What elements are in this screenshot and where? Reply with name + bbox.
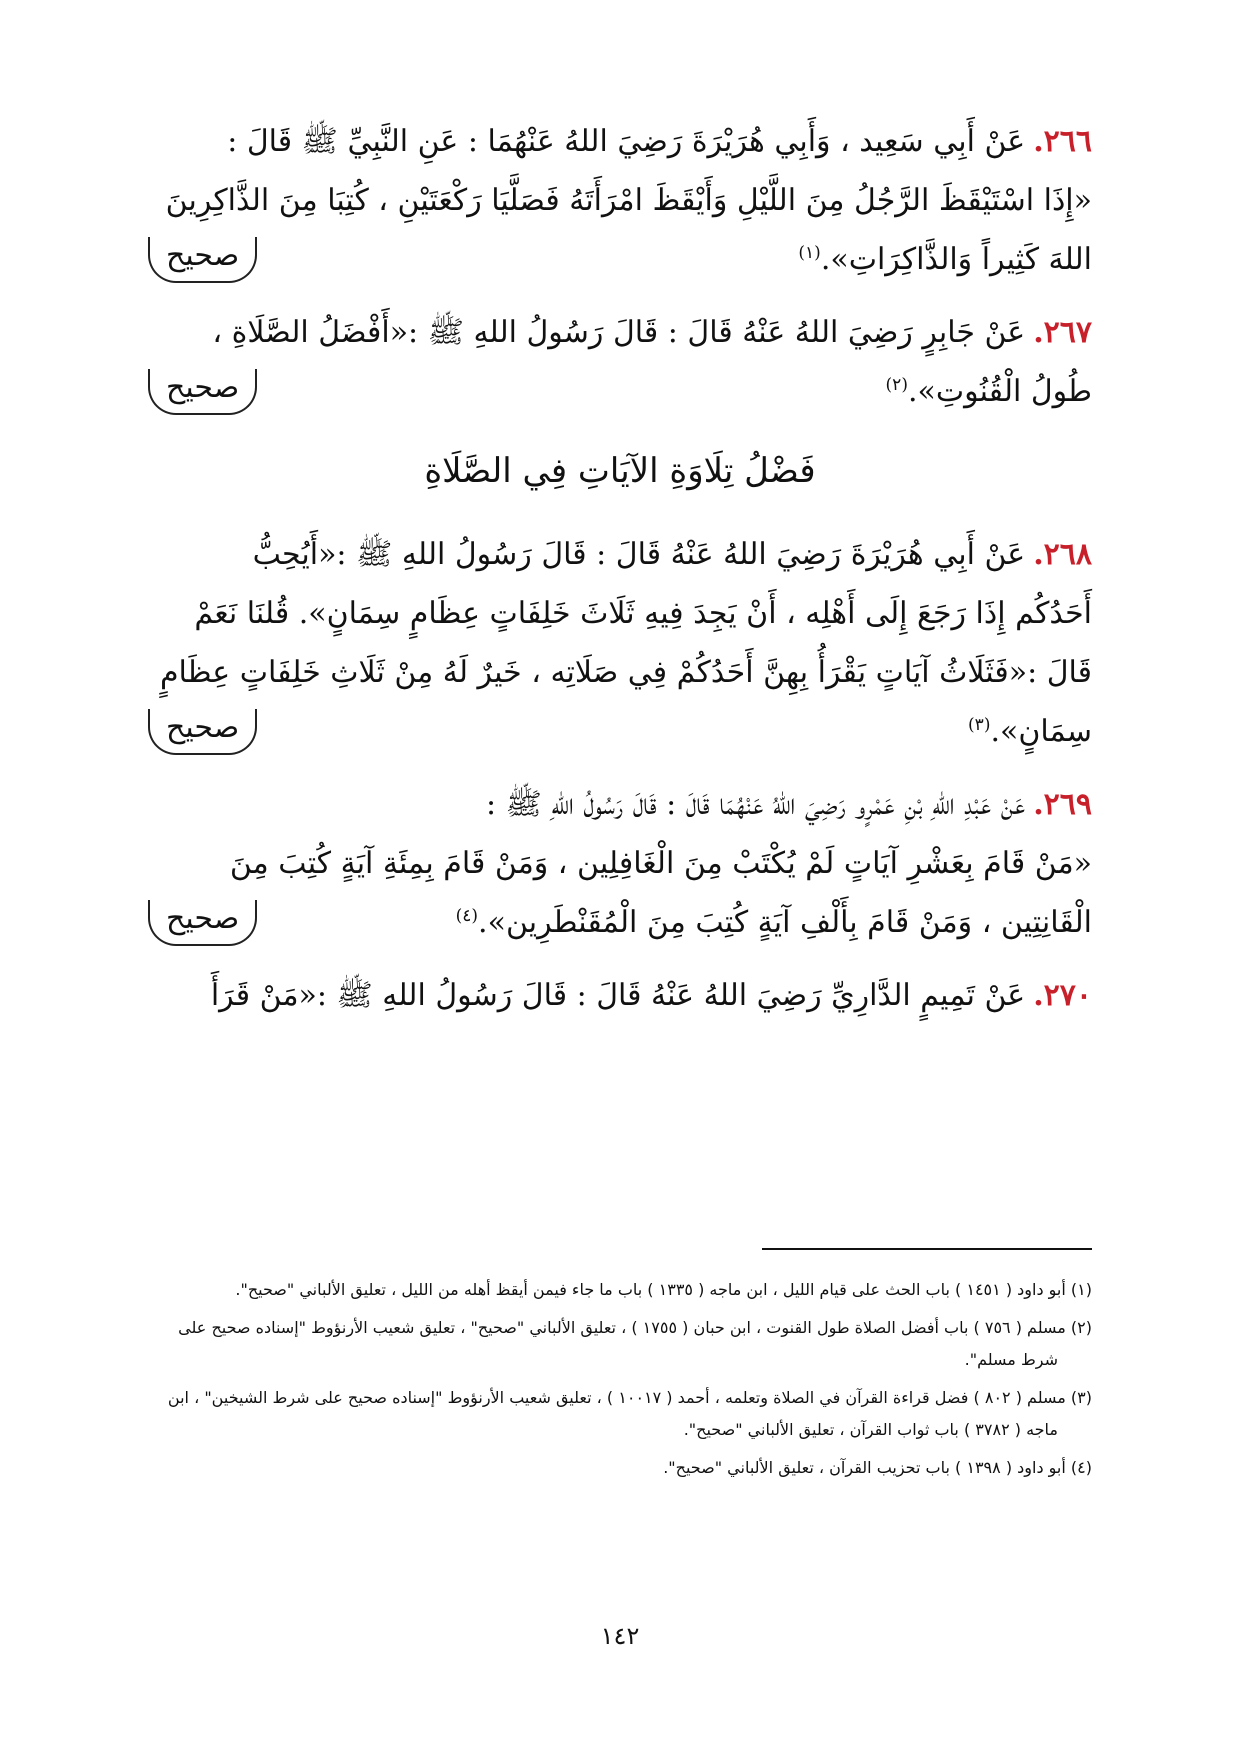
- hadith-text: عَنْ جَابِرٍ رَضِيَ اللهُ عَنْهُ قَالَ : قَالَ رَسُولُ اللهِ ﷺ :«أَفْضَلُ الصَّلَاةِ ،: [212, 315, 1026, 350]
- hadith-268: [148, 525, 1092, 761]
- hadith-number: ٢٦٩.: [1033, 787, 1092, 822]
- footnote-divider: [762, 1248, 1092, 1250]
- grade-badge: صحيح: [148, 900, 257, 946]
- hadith-text: اللهَ كَثِيراً وَالذَّاكِرَاتِ».: [820, 242, 1092, 277]
- footnote-4: (٤) أبو داود ( ١٣٩٨ ) باب تحزيب القرآن ، تعليق الألباني "صحيح".: [663, 1458, 1092, 1477]
- hadith-line: «إِذَا اسْتَيْقَظَ الرَّجُلُ مِنَ اللَّيْلِ وَأَيْقَظَ امْرَأَتَهُ فَصَلَّيَا رَكْعَتَيْنِ ، كُتِبَا مِنَ الذَّاكِرِينَ: [165, 183, 1092, 218]
- hadith-text: عَنْ أَبِي سَعِيد ، وَأَبِي هُرَيْرَةَ رَضِيَ اللهُ عَنْهُمَا : عَنِ النَّبِيِّ ﷺ قَالَ :: [227, 124, 1026, 159]
- hadith-line: أَحَدُكُم إِذَا رَجَعَ إِلَى أَهْلِه ، أَنْ يَجِدَ فِيهِ ثَلَاثَ خَلِفَاتٍ عِظَامٍ سِمَانٍ». قُلنَا نَعَمْ: [194, 596, 1092, 631]
- hadith-text: عَنْ تَمِيمٍ الدَّارِيِّ رَضِيَ اللهُ عَنْهُ قَالَ : قَالَ رَسُولُ اللهِ ﷺ :«مَنْ قَرَأَ: [210, 978, 1026, 1013]
- footnote-ref: (١): [798, 243, 821, 263]
- hadith-text: الْقَانِتِين ، وَمَنْ قَامَ بِأَلْفِ آيَةٍ كُتِبَ مِنَ الْمُقَنْطَرِين».: [478, 905, 1092, 940]
- hadith-number: ٢٦٦.: [1033, 124, 1092, 159]
- footnote-ref: (٣): [968, 715, 991, 735]
- hadith-text: عَنْ عَبْدِ اللهِ بْنِ عَمْرٍو رَضِيَ اللهُ عَنْهُمَا قَالَ : قَالَ رَسُولُ اللهِ ﷺ :: [485, 787, 1026, 822]
- footnote-3: (٣) مسلم ( ٨٠٢ ) فضل قراءة القرآن في الصلاة وتعلمه ، أحمد ( ١٠٠١٧ ) ، تعليق شعيب الأرنؤوط "إسناده صحيح على شرط الشيخين" ، ابن ماجه ( ٣٧٨٢ ) باب ثواب القرآن ، تعليق الألباني "صحيح".: [167, 1388, 1092, 1439]
- section-heading: فَضْلُ تِلَاوَةِ الآيَاتِ فِي الصَّلَاةِ: [424, 451, 816, 491]
- page-number: ١٤٢: [600, 1622, 640, 1650]
- hadith-text: طُولُ الْقُنُوتِ».: [907, 374, 1092, 409]
- grade-badge: صحيح: [148, 369, 257, 415]
- hadith-text: عَنْ أَبِي هُرَيْرَةَ رَضِيَ اللهُ عَنْهُ قَالَ : قَالَ رَسُولُ اللهِ ﷺ :«أَيُحِبُّ: [252, 537, 1026, 572]
- hadith-line: [148, 775, 1092, 834]
- hadith-line: قَالَ :«فَثَلَاثُ آيَاتٍ يَقْرَأُ بِهِنَّ أَحَدُكُمْ فِي صَلَاتِه ، خَيرٌ لَهُ مِنْ ثَلَاثِ خَلِفَاتٍ عِظَامٍ: [159, 655, 1092, 690]
- footnotes: [148, 1274, 1092, 1490]
- hadith-266: [148, 112, 1092, 289]
- footnote-ref: (٢): [885, 375, 908, 395]
- hadith-text: سِمَانٍ».: [990, 714, 1092, 749]
- hadith-269: [148, 775, 1092, 952]
- hadith-last-line: [148, 362, 1092, 421]
- hadith-line: [148, 966, 1092, 1025]
- hadith-last-line: [148, 893, 1092, 952]
- grade-badge: صحيح: [148, 237, 257, 283]
- hadith-number: ٢٧٠.: [1033, 978, 1092, 1013]
- hadith-last-line: [148, 702, 1092, 761]
- footnote-1: (١) أبو داود ( ١٤٥١ ) باب الحث على قيام الليل ، ابن ماجه ( ١٣٣٥ ) باب ما جاء فيمن أيقظ أهله من الليل ، تعليق الألباني "صحيح".: [235, 1280, 1092, 1299]
- hadith-line: [148, 112, 1092, 171]
- hadith-270: [148, 966, 1092, 1025]
- footnote-ref: (٤): [455, 906, 479, 926]
- hadith-line: «مَنْ قَامَ بِعَشْرِ آيَاتٍ لَمْ يُكْتَبْ مِنَ الْغَافِلِين ، وَمَنْ قَامَ بِمِئَةِ آيَةٍ كُتِبَ مِنَ: [229, 846, 1092, 881]
- hadith-267: [148, 303, 1092, 421]
- footnote-2: (٢) مسلم ( ٧٥٦ ) باب أفضل الصلاة طول القنوت ، ابن حبان ( ١٧٥٥ ) ، تعليق الألباني "صحيح" ، تعليق شعيب الأرنؤوط "إسناده صحيح على شرط مسلم".: [178, 1318, 1092, 1369]
- hadith-line: [148, 303, 1092, 362]
- hadith-line: [148, 525, 1092, 584]
- hadith-number: ٢٦٨.: [1033, 537, 1092, 572]
- hadith-number: ٢٦٧.: [1033, 315, 1092, 350]
- hadith-last-line: [148, 230, 1092, 289]
- grade-badge: صحيح: [148, 709, 257, 755]
